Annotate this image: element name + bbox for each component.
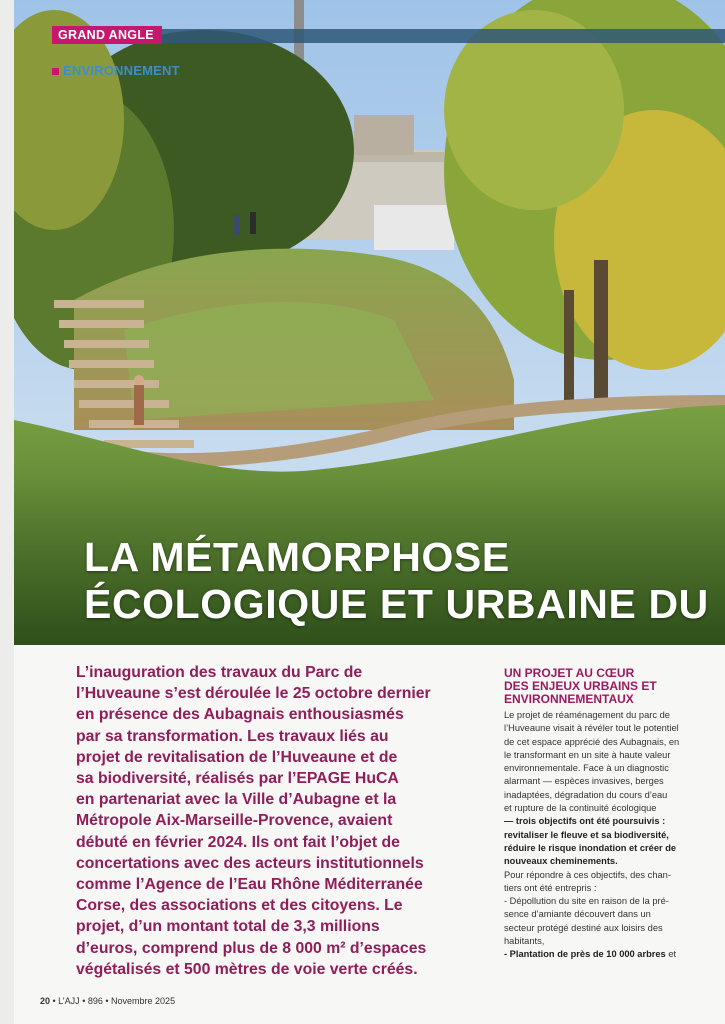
lead-paragraph xyxy=(76,662,472,980)
bold-line: réduire le risque inondation et créer de xyxy=(504,842,677,853)
bold-line: revitaliser le fleuve et sa biodiversité, xyxy=(504,829,669,840)
sidebar-body xyxy=(504,709,722,962)
page-footer: 20 • L’AJJ • 896 • Novembre 2025 xyxy=(40,996,176,1006)
lead-line: projet, d’un montant total de 3,3 millions xyxy=(76,918,380,936)
lead-line: en présence des Aubagnais enthousiasmés xyxy=(76,706,404,724)
sidebar-column xyxy=(504,667,722,962)
lead-line: végétalisés et 500 mètres de voie verte créés. xyxy=(76,960,418,978)
section-label-text: ENVIRONNEMENT xyxy=(63,63,180,78)
sidebar-heading-line: ENVIRONNEMENTAUX xyxy=(504,692,634,706)
lead-line: d’euros, comprend plus de 8 000 m² d’espaces xyxy=(76,939,427,957)
issue-date: Novembre 2025 xyxy=(111,996,176,1006)
bold-line: — trois objectifs ont été poursuivis : xyxy=(504,816,666,827)
sidebar-heading-line: UN PROJET AU CŒUR xyxy=(504,666,635,680)
body-line: le transformant en un site à haute valeur xyxy=(504,749,671,760)
body-line: de cet espace apprécié des Aubagnais, en xyxy=(504,736,680,747)
lead-line: en partenariat avec la Ville d’Aubagne et la xyxy=(76,791,397,809)
body-line: inadaptées, dégradation du cours d’eau xyxy=(504,789,668,800)
header-bar xyxy=(155,29,725,43)
lead-line: concertations avec des acteurs institutionnels xyxy=(76,854,424,872)
lead-line: sa biodiversité, réalisés par l’EPAGE HuCA xyxy=(76,770,399,788)
body-line: habitants, xyxy=(504,936,545,947)
body-line: Pour répondre à ces objectifs, des chan- xyxy=(504,869,671,880)
body-line: et rupture de la continuité écologique xyxy=(504,803,657,814)
body-line: - Dépollution du site en raison de la pré- xyxy=(504,896,669,907)
sidebar-heading xyxy=(504,667,722,706)
lead-line: Métropole Aix-Marseille-Provence, avaient xyxy=(76,812,393,830)
lead-line: comme l’Agence de l’Eau Rhône Méditerranée xyxy=(76,876,423,894)
lead-line: Corse, des associations et des citoyens. Le xyxy=(76,897,403,915)
rubric-tag: GRAND ANGLE xyxy=(52,26,162,44)
issue-number: 896 xyxy=(87,996,103,1006)
magazine-name: L’AJJ xyxy=(58,996,80,1006)
body-line: alarmant — espèces invasives, berges xyxy=(504,776,664,787)
square-bullet-icon xyxy=(52,68,59,75)
lead-line: projet de revitalisation de l’Huveaune et de xyxy=(76,748,398,766)
headline-line-1: LA MÉTAMORPHOSE xyxy=(84,534,510,580)
sidebar-heading-line: DES ENJEUX URBAINS ET xyxy=(504,679,657,693)
section-label xyxy=(52,63,180,78)
body-line: l’Huveaune visait à révéler tout le potentiel xyxy=(504,723,679,734)
lead-line: l’Huveaune s’est déroulée le 25 octobre dernier xyxy=(76,685,431,703)
article-headline xyxy=(84,534,725,628)
page-gutter xyxy=(0,0,14,1024)
bold-line: nouveaux cheminements. xyxy=(504,856,618,867)
body-line: Le projet de réaménagement du parc de xyxy=(504,710,670,720)
body-line: tiers ont été entrepris : xyxy=(504,882,597,893)
page-number: 20 xyxy=(40,996,51,1006)
lead-line: par sa transformation. Les travaux liés au xyxy=(76,727,389,745)
lead-line: débuté en février 2024. Ils ont fait l’objet de xyxy=(76,833,400,851)
headline-line-2: ÉCOLOGIQUE ET URBAINE DU xyxy=(84,581,709,627)
lead-line: L’inauguration des travaux du Parc de xyxy=(76,664,363,681)
body-line: secteur protégé destiné aux loisirs des xyxy=(504,922,663,933)
body-line: sence d’amiante découvert dans un xyxy=(504,909,651,920)
body-line: environnementale. Face à un diagnostic xyxy=(504,763,669,774)
body-line: - Plantation de près de 10 000 arbres et xyxy=(504,949,677,960)
